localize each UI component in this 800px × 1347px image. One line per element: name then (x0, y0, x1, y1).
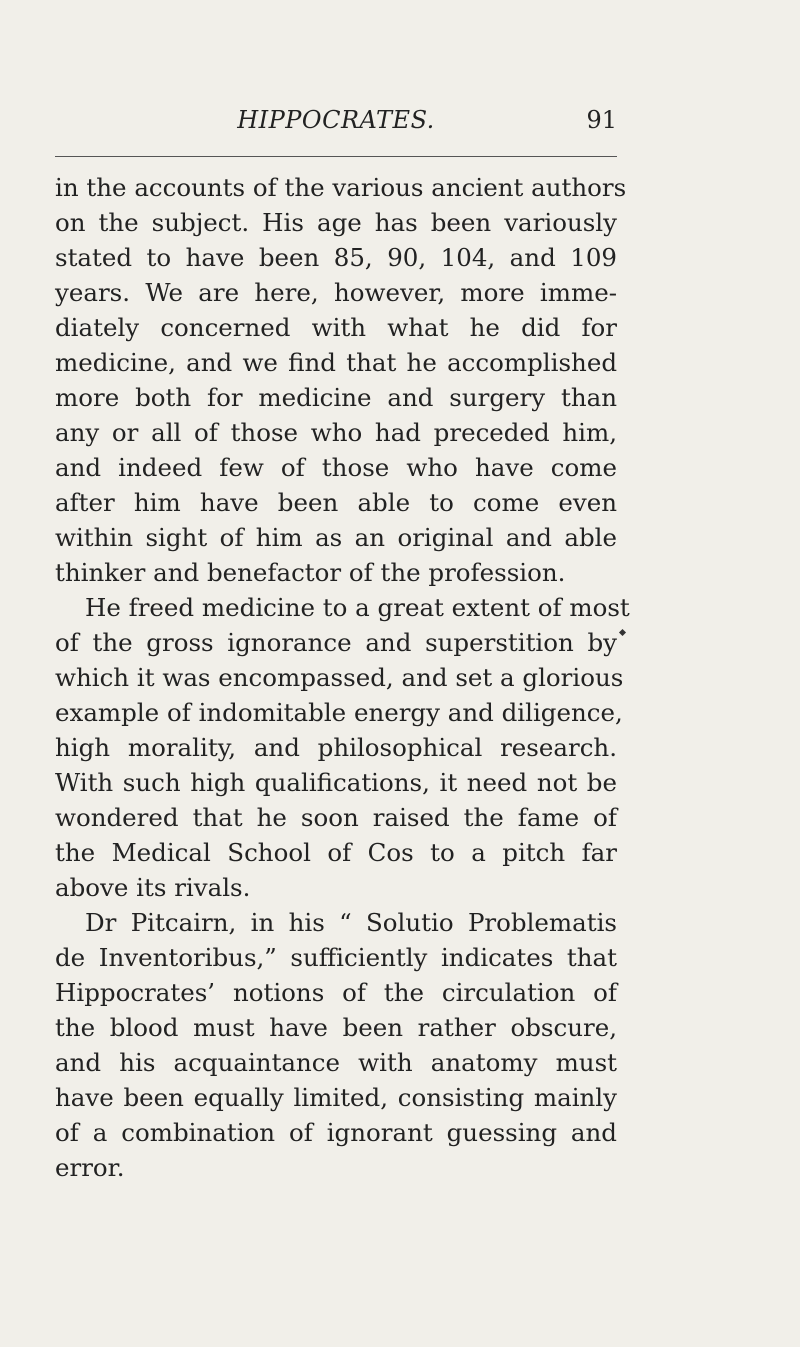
running-title: HIPPOCRATES. (237, 106, 435, 134)
text-line: stated to have been 85, 90, 104, and 109 (55, 243, 617, 272)
text-line: wondered that he soon raised the fame of (55, 803, 617, 832)
text-line: within sight of him as an original and able (55, 523, 617, 552)
text-line: the blood must have been rather obscure, (55, 1013, 617, 1042)
text-line: years. We are here, however, more imme- (55, 278, 617, 307)
text-line: on the subject. His age has been variously (55, 208, 617, 237)
text-line: of a combination of ignorant guessing and (55, 1118, 617, 1147)
text-line: of the gross ignorance and superstition by (55, 628, 617, 657)
running-head (55, 106, 617, 140)
text-line: de Inventoribus,” sufficiently indicates that (55, 943, 617, 972)
page-number: 91 (586, 106, 617, 134)
text-line: any or all of those who had preceded him, (55, 418, 617, 447)
text-line: thinker and benefactor of the profession. (55, 558, 566, 587)
body-text (55, 170, 630, 1185)
header-rule (55, 156, 617, 157)
text-line: high morality, and philosophical research. (55, 733, 617, 762)
text-line: diately concerned with what he did for (55, 313, 617, 342)
text-line: Hippocrates’ notions of the circulation of (55, 978, 617, 1007)
ink-mark (619, 629, 626, 636)
text-line: in the accounts of the various ancient authors (55, 173, 627, 202)
text-line: have been equally limited, consisting mainly (55, 1083, 617, 1112)
text-line: after him have been able to come even (55, 488, 617, 517)
text-line: and his acquaintance with anatomy must (55, 1048, 617, 1077)
text-line: medicine, and we find that he accomplished (55, 348, 617, 377)
text-line: above its rivals. (55, 873, 251, 902)
text-line: With such high qualifications, it need not be (55, 768, 617, 797)
text-line: and indeed few of those who have come (55, 453, 617, 482)
text-line: more both for medicine and surgery than (55, 383, 617, 412)
text-line: error. (55, 1153, 125, 1182)
paragraph-start-line: Dr Pitcairn, in his “ Solutio Problematis (85, 908, 617, 937)
text-line: which it was encompassed, and set a glorious (55, 663, 624, 692)
paragraph-start-line: He freed medicine to a great extent of most (85, 593, 630, 622)
text-line: the Medical School of Cos to a pitch far (55, 838, 617, 867)
text-line: example of indomitable energy and diligence, (55, 698, 623, 727)
